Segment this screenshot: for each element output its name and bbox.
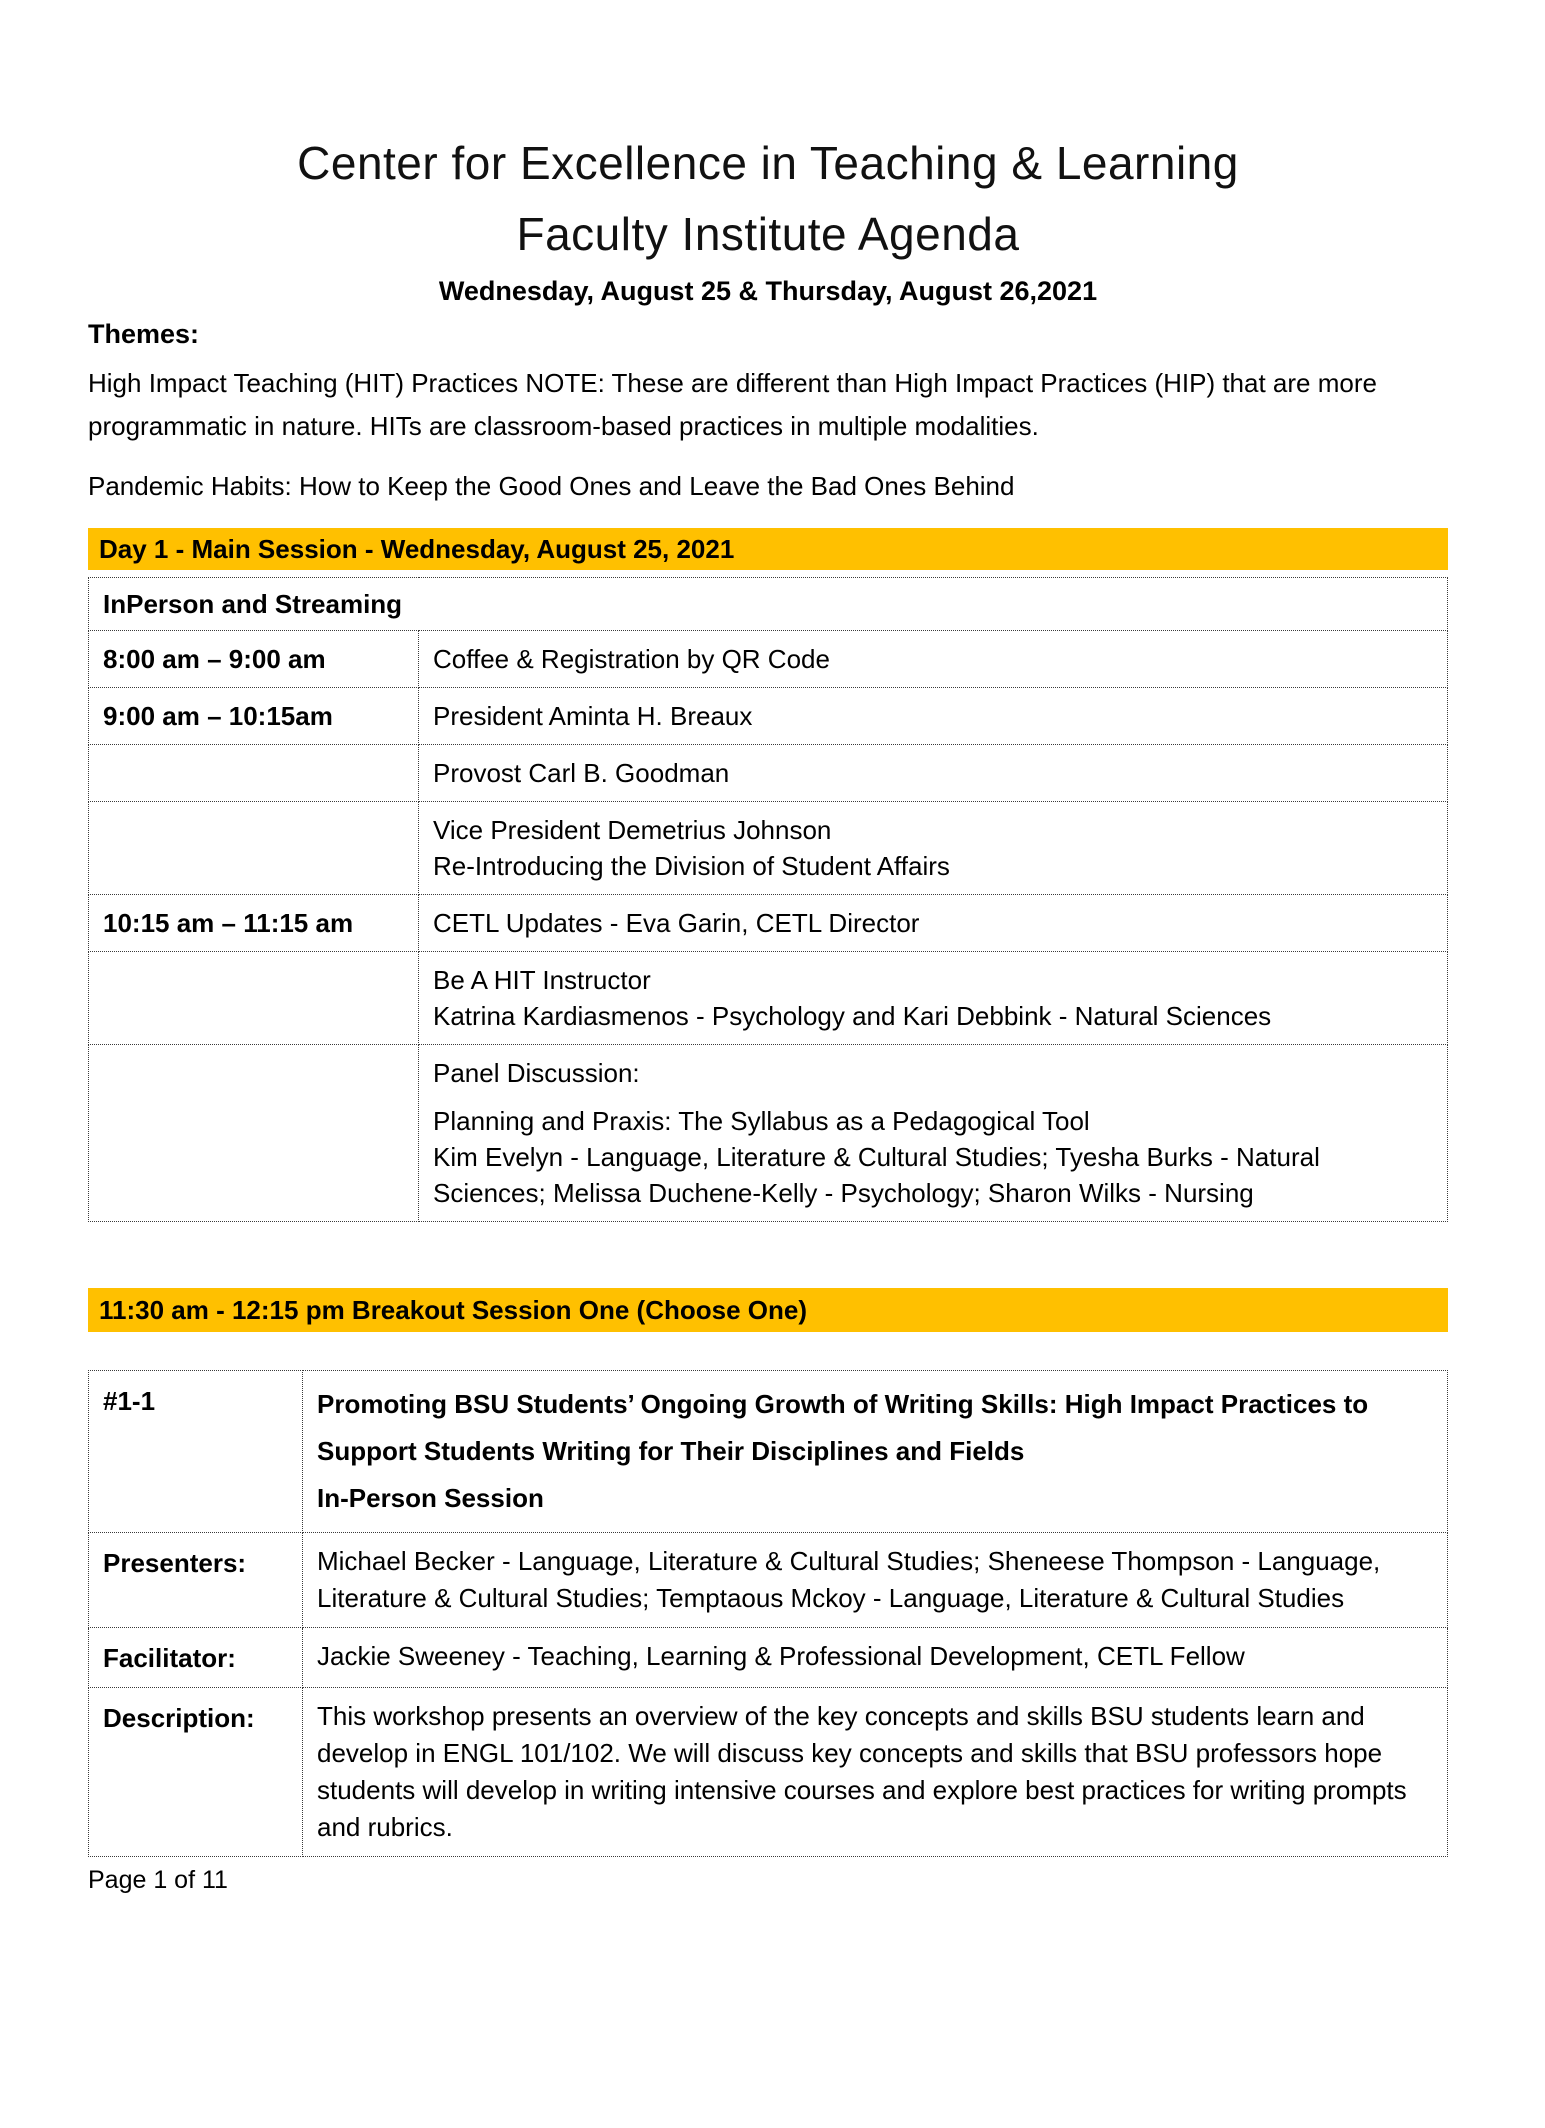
table-row bbox=[89, 1688, 1448, 1857]
session-format: In-Person Session bbox=[317, 1483, 544, 1513]
agenda-item-cell bbox=[419, 802, 1448, 895]
themes-label: Themes: bbox=[88, 319, 200, 349]
description-value-cell bbox=[303, 1688, 1448, 1857]
agenda-item-cell bbox=[419, 1045, 1448, 1222]
breakout-session-table bbox=[88, 1370, 1448, 1857]
table-row bbox=[89, 895, 1448, 952]
title-line-2: Faculty Institute Agenda bbox=[516, 208, 1020, 260]
theme-item-hit: High Impact Teaching (HIT) Practices NOTE: These are different than High Impact Practices (HIP) that are more programmatic in nature. HITs are classroom-based practices in multiple modalities. bbox=[88, 368, 1377, 441]
presenters-label-cell: Presenters: bbox=[89, 1533, 303, 1628]
table-row bbox=[89, 1045, 1448, 1222]
agenda-line: Kim Evelyn - Language, Literature & Cultural Studies; Tyesha Burks - Natural Sciences; Melissa Duchene-Kelly - Psychology; Sharon Wilks - Nursing bbox=[433, 1142, 1320, 1208]
presenters-value-cell bbox=[303, 1533, 1448, 1628]
time-cell: 9:00 am – 10:15am bbox=[89, 688, 419, 745]
agenda-line: Planning and Praxis: The Syllabus as a Pedagogical Tool bbox=[433, 1106, 1090, 1136]
session-mode-cell: InPerson and Streaming bbox=[89, 578, 1448, 631]
table-row bbox=[89, 631, 1448, 688]
time-cell: 8:00 am – 9:00 am bbox=[89, 631, 419, 688]
time-cell: 10:15 am – 11:15 am bbox=[89, 895, 419, 952]
agenda-item-cell bbox=[419, 688, 1448, 745]
presenters-text: Michael Becker - Language, Literature & Cultural Studies; Sheneese Thompson - Language, Literature & Cultural Studies; Temptaous Mckoy - Language, Literature & Cultural Studies bbox=[317, 1546, 1381, 1613]
breakout-section-header: 11:30 am - 12:15 pm Breakout Session One (Choose One) bbox=[88, 1288, 1448, 1332]
table-row bbox=[89, 1371, 1448, 1533]
session-title: Promoting BSU Students’ Ongoing Growth of Writing Skills: High Impact Practices to Support Students Writing for Their Disciplines and Fields bbox=[317, 1389, 1369, 1466]
document-page bbox=[0, 128, 1545, 2128]
session-title-cell bbox=[303, 1371, 1448, 1533]
event-dates: Wednesday, August 25 & Thursday, August 26,2021 bbox=[438, 276, 1098, 306]
description-label-cell: Description: bbox=[89, 1688, 303, 1857]
agenda-line: CETL Updates - Eva Garin, CETL Director bbox=[433, 908, 920, 938]
page-number: Page 1 of 11 bbox=[88, 1866, 228, 1894]
document-title bbox=[88, 128, 1448, 270]
table-row bbox=[89, 1628, 1448, 1688]
agenda-line: Provost Carl B. Goodman bbox=[433, 758, 730, 788]
theme-item-pandemic: Pandemic Habits: How to Keep the Good Ones and Leave the Bad Ones Behind bbox=[88, 471, 1015, 501]
agenda-item-cell bbox=[419, 952, 1448, 1045]
agenda-line-spacer bbox=[433, 1091, 1433, 1103]
agenda-line: Coffee & Registration by QR Code bbox=[433, 644, 830, 674]
facilitator-label-cell: Facilitator: bbox=[89, 1628, 303, 1688]
agenda-line: Katrina Kardiasmenos - Psychology and Kari Debbink - Natural Sciences bbox=[433, 1001, 1272, 1031]
agenda-item-cell bbox=[419, 745, 1448, 802]
time-cell bbox=[89, 952, 419, 1045]
day1-agenda-table bbox=[88, 577, 1448, 1222]
table-row bbox=[89, 1533, 1448, 1628]
table-row bbox=[89, 745, 1448, 802]
time-cell bbox=[89, 745, 419, 802]
agenda-line: Panel Discussion: bbox=[433, 1058, 640, 1088]
agenda-line: Vice President Demetrius Johnson bbox=[433, 815, 832, 845]
table-row bbox=[89, 688, 1448, 745]
agenda-item-cell bbox=[419, 895, 1448, 952]
agenda-line: President Aminta H. Breaux bbox=[433, 701, 753, 731]
table-row bbox=[89, 802, 1448, 895]
session-number-cell: #1-1 bbox=[89, 1371, 303, 1533]
table-row bbox=[89, 578, 1448, 631]
description-text: This workshop presents an overview of the key concepts and skills BSU students learn and develop in ENGL 101/102. We will discuss key concepts and skills that BSU professors hope students will develop in writing intensive courses and explore best practices for writing prompts and rubrics. bbox=[317, 1701, 1407, 1842]
table-row bbox=[89, 952, 1448, 1045]
facilitator-value-cell bbox=[303, 1628, 1448, 1688]
facilitator-text: Jackie Sweeney - Teaching, Learning & Professional Development, CETL Fellow bbox=[317, 1641, 1245, 1671]
agenda-line: Re-Introducing the Division of Student Affairs bbox=[433, 851, 950, 881]
time-cell bbox=[89, 1045, 419, 1222]
title-line-1: Center for Excellence in Teaching & Learning bbox=[297, 137, 1239, 189]
agenda-item-cell bbox=[419, 631, 1448, 688]
time-cell bbox=[89, 802, 419, 895]
agenda-line: Be A HIT Instructor bbox=[433, 965, 651, 995]
day1-section-header: Day 1 - Main Session - Wednesday, August 25, 2021 bbox=[88, 528, 1448, 570]
